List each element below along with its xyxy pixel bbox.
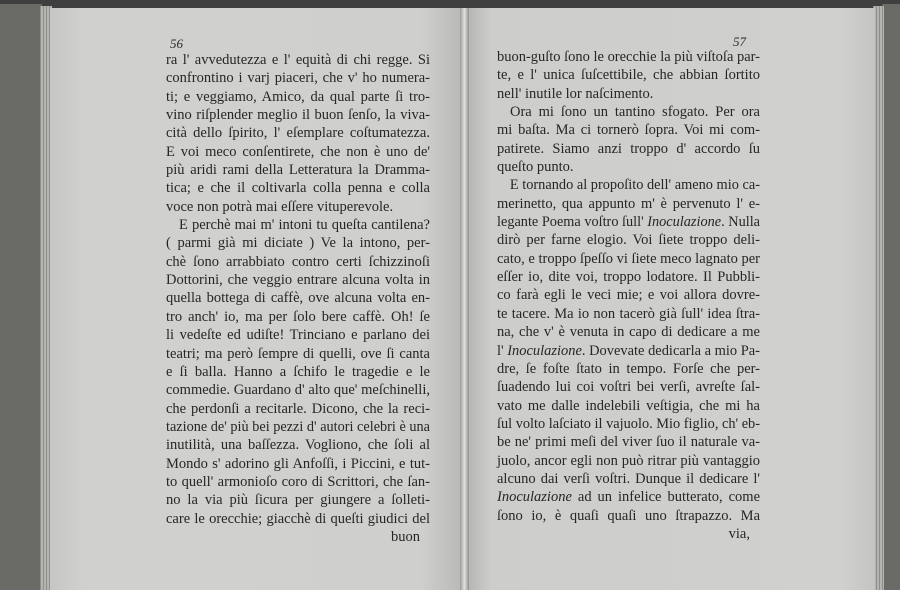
text-line: eſſer io, dite voi, troppo lodatore. Il Pubbli- [497, 269, 760, 286]
text-line: tro anch' io, ma per ſolo bere caffè. Oh! ſe [166, 308, 430, 325]
text-line: cità dello ſpirito, l' eſemplare coſtumatezza. [166, 125, 430, 142]
text-line: li vedeſte ed udiſte! Trinciano e parlano dei [166, 327, 430, 344]
text-line: ti; e veggiamo, Amico, da qual parte ſi tro- [166, 88, 430, 105]
text-line: ſuadendo lui coi voſtri bei verſi, avreſte ſal- [497, 379, 760, 396]
text-segment: . Nulla [721, 214, 761, 231]
text-line: mi baſta. Ma ci tornerò ſopra. Voi mi com- [497, 122, 760, 139]
text-line: alcuno dai verſi voſtri. Dunque il dedicare l' [497, 470, 760, 487]
text-segment: legante Poema voſtro ſull' [497, 214, 648, 231]
text-line: care le orecchie; giacchè di queſti giudici del [166, 510, 430, 527]
book-cover-right [882, 4, 900, 590]
text-line: e ſi balla. Hanno a ſchifo le tragedie e le [166, 363, 430, 380]
text-line: no la via più ſicura per giungere a ſolleti- [166, 492, 430, 509]
text-line: chè ſono arrabbiato contro certi ſchizzinoſi [166, 253, 430, 270]
italic-term: Inoculazione [497, 489, 572, 506]
book-cover-left [0, 4, 42, 590]
text-line: E voi meco conſentirete, che non è uno de' [166, 143, 430, 160]
text-line: Dottorini, che veggio entrare alcuna volta in [166, 272, 430, 289]
text-line: vato me dalle indelebili veſtigia, che mi ha [497, 397, 760, 414]
text-line: voce non potrà mai eſſere vituperevole. [166, 198, 394, 215]
text-line: dirò per farne elogio. Voi ſiete troppo deli- [497, 232, 760, 249]
text-line: E perchè mai m' intoni tu queſta cantilena? [179, 217, 430, 234]
text-segment: ad un infelice butterato, come [571, 489, 760, 506]
catchword: buon [391, 528, 420, 545]
text-line: Mondo s' adorino gli Anfoſſi, i Piccini, e tut- [166, 455, 430, 472]
text-line: commedie. Guardano d' alto que' meſchinelli, [166, 382, 430, 399]
text-line: dre, ſe foſte ſtato in tempo. Forſe che per- [497, 360, 760, 377]
text-line: ra l' avvedutezza e l' equità di chi regge. Si [166, 52, 430, 68]
text-line: tica; e che il coltivarla colla penna e colla [166, 180, 430, 197]
page-number-left: 56 [170, 36, 183, 51]
text-line: buon-guſto ſono le orecchie la più viſtoſa par- [497, 49, 761, 65]
text-line: quella bottega di caffè, ove alcuna volta en- [166, 290, 430, 307]
right-page-text [497, 48, 760, 543]
text-line: che perdonſi a recitarle. Dicono, che la reci- [166, 400, 430, 417]
book-gutter [460, 8, 469, 590]
text-line [497, 213, 760, 231]
text-line: te tacere. Ma io non tacerò già ſull' idea ſtra- [497, 305, 760, 322]
text-line: merinetto, qua appunto m' è pervenuto l' e- [497, 195, 760, 212]
text-line: cato, e troppo ſpeſſo vi ſiete meco lagnato per [497, 250, 760, 267]
text-line: Ora mi ſono un tantino sfogato. Per ora [510, 104, 760, 121]
text-line: queſto punto. [497, 159, 574, 176]
text-line: na, che v' è venuta in capo di dedicare a me [497, 324, 760, 341]
page-number-right: 57 [733, 34, 746, 49]
text-segment: l' [497, 342, 508, 359]
text-line: patirete. Siamo anzi troppo d' accordo ſu [497, 140, 760, 157]
text-line: juolo, ancor egli non può ritrar più vantaggio [497, 452, 760, 469]
text-line: be ne' primi meſi del viver ſuo il naturale va- [497, 434, 760, 451]
text-line: nell' inutile lor naſcimento. [497, 85, 654, 102]
catchword: via, [728, 525, 750, 542]
text-line: ſono io, è quaſi quaſi uno ſtrapazzo. Ma [497, 507, 760, 524]
text-line [497, 488, 760, 506]
text-line: co farà egli le veci mie; e voi allora dovre- [497, 287, 760, 304]
text-line: to quell' armonioſo coro di Scrittori, che ſan- [166, 473, 430, 490]
italic-term: Inoculazione [507, 342, 582, 359]
text-line: confrontino i varj piaceri, che v' ho numera- [166, 70, 430, 87]
text-line: tazione de' più bei pezzi d' autori celebri è una [166, 418, 430, 435]
text-line: ſul volto laſciato il vajuolo. Mio figlio, ch' eb- [497, 415, 761, 432]
text-line [497, 342, 760, 360]
text-line: vino riſplender meglio il buon ſenſo, la viva- [166, 107, 430, 124]
left-page-text [166, 51, 430, 546]
text-line: ( parmi già mi diciate ) Ve la intono, per- [166, 235, 430, 252]
text-line: E tornando al propoſito dell' ameno mio ca- [509, 177, 760, 194]
text-segment: . Dovevate dedicarla a mio Pa- [581, 342, 761, 359]
text-line: inutilità, una baſſezza. Vogliono, che ſoli al [166, 437, 430, 454]
italic-term: Inoculazione [647, 214, 722, 231]
text-line: più aridi rami della Letteratura la Dramma- [166, 162, 430, 179]
text-line: teatri; ma però ſempre di quelli, ove ſi canta [166, 345, 430, 362]
text-line: te, e l' unica ſuſcettibile, che abbian ſortito [497, 67, 760, 84]
